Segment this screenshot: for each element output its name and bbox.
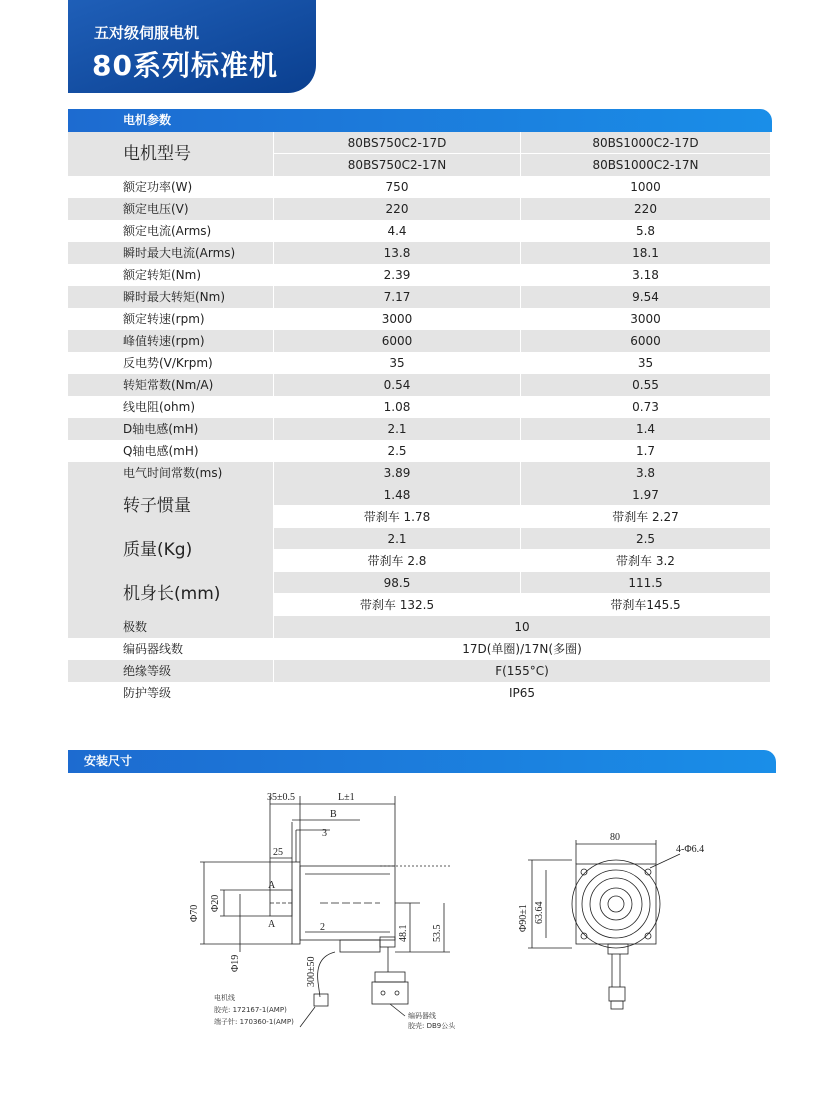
spec-row [68,220,770,242]
spec-row-model [68,132,770,176]
spec-rows-general [68,616,770,704]
encoder-label: 编码器线 [408,1012,436,1020]
spec-row [68,440,770,462]
spec-value: 18.1 [520,242,770,264]
spec-row [68,682,770,704]
spec-label: D轴电感(mH) [123,422,199,436]
dim-35: 35±0.5 [267,792,295,803]
spec-value: 1.4 [520,418,770,440]
spec-row [68,330,770,352]
spec-value: 9.54 [520,286,770,308]
spec-value: 3.8 [520,462,770,484]
dim-2: 2 [320,922,325,933]
spec-row [68,176,770,198]
spec-value: 带刹车 2.8 [274,550,520,572]
spec-row [68,638,770,660]
spec-row [68,462,770,484]
header-banner [68,0,316,93]
spec-value: 3.18 [520,264,770,286]
spec-label: 额定电流(Arms) [123,224,212,238]
cable-label: 电机线 [214,994,235,1002]
spec-label: 极数 [123,620,148,634]
spec-label: 电机型号 [68,132,273,176]
spec-value: 80BS750C2-17D [274,132,520,154]
spec-label: 额定功率(W) [123,180,193,194]
spec-value: 1000 [520,176,770,198]
spec-label: Q轴电感(mH) [123,444,199,458]
cable-housing: 胶壳: 172167-1(AMP) [214,1006,287,1014]
dim-l: L±1 [338,792,355,803]
spec-label: 峰值转速(rpm) [123,334,205,348]
section-bar-install: 安装尺寸 [68,750,776,773]
dim-a-top: A [268,880,276,891]
spec-label: 编码器线数 [123,642,184,656]
spec-row [68,418,770,440]
spec-label: 反电势(V/Krpm) [123,356,213,370]
spec-value: 1.48 [274,484,520,506]
spec-label: 防护等级 [123,686,172,700]
encoder-housing: 胶壳: DB9公头 [408,1022,456,1030]
spec-label: 瞬时最大电流(Arms) [123,246,236,260]
spec-value: 4.4 [273,220,520,242]
spec-value: 2.1 [273,418,520,440]
dim-53: 53.5 [432,924,443,942]
dim-63: 63.64 [534,901,545,924]
dim-25: 25 [273,847,283,858]
spec-row-inertia [68,484,770,528]
spec-value: 17D(单圈)/17N(多圈) [273,638,770,660]
spec-value: 6000 [520,330,770,352]
spec-label: 质量(Kg) [68,528,273,572]
dim-holes: 4-Φ6.4 [676,844,705,855]
dim-phi20: Φ20 [210,894,221,912]
section-bar-params: 电机参数 [68,109,772,132]
spec-label: 线电阻(ohm) [123,400,196,414]
spec-row [68,286,770,308]
spec-label: 额定转矩(Nm) [123,268,202,282]
spec-value: 13.8 [273,242,520,264]
spec-value: 带刹车 3.2 [521,550,770,572]
spec-label: 额定电压(V) [123,202,189,216]
dim-80: 80 [610,832,620,843]
spec-value: 220 [273,198,520,220]
spec-value: 3.89 [273,462,520,484]
cable-terminal: 端子针: 170360-1(AMP) [214,1018,294,1026]
spec-value: 35 [520,352,770,374]
spec-value: 80BS750C2-17N [274,154,520,176]
spec-value: 带刹车 132.5 [274,594,520,616]
spec-value: 带刹车 1.78 [274,506,520,528]
header-title: 80系列标准机 [92,49,278,82]
spec-label: 转矩常数(Nm/A) [123,378,214,392]
spec-value: 6000 [273,330,520,352]
spec-value: 3000 [520,308,770,330]
dim-b: B [330,809,337,820]
spec-row [68,396,770,418]
dim-phi90: Φ90±1 [518,904,529,932]
spec-label: 电气时间常数(ms) [123,466,223,480]
dim-phi70: Φ70 [189,904,200,922]
spec-label: 绝缘等级 [123,664,172,678]
spec-row [68,308,770,330]
dim-phi19: Φ19 [230,954,241,972]
installation-drawing [180,782,740,1042]
spec-label: 转子惯量 [68,484,273,528]
spec-value: 0.55 [520,374,770,396]
spec-value: 1.97 [521,484,770,506]
spec-label: 机身长(mm) [68,572,273,616]
spec-row-length [68,572,770,616]
spec-label: 瞬时最大转矩(Nm) [123,290,226,304]
spec-row [68,198,770,220]
spec-value: 带刹车145.5 [521,594,770,616]
spec-value: 0.54 [273,374,520,396]
spec-value: F(155°C) [273,660,770,682]
spec-value: 2.5 [521,528,770,550]
spec-value: 2.5 [273,440,520,462]
spec-value: 1.08 [273,396,520,418]
dim-300: 300±50 [306,956,317,987]
spec-value: 220 [520,198,770,220]
spec-value: 111.5 [521,572,770,594]
spec-value: 1.7 [520,440,770,462]
spec-value: 35 [273,352,520,374]
spec-value: 5.8 [520,220,770,242]
spec-value: 80BS1000C2-17N [521,154,770,176]
spec-row [68,352,770,374]
spec-table [68,132,770,704]
spec-row-mass [68,528,770,572]
spec-row [68,660,770,682]
spec-row [68,242,770,264]
dim-48: 48.1 [398,924,409,942]
spec-value: 750 [273,176,520,198]
spec-value: 7.17 [273,286,520,308]
spec-value: 80BS1000C2-17D [521,132,770,154]
spec-value: 10 [273,616,770,638]
header-subtitle: 五对级伺服电机 [94,24,200,42]
spec-value: 带刹车 2.27 [521,506,770,528]
spec-value: IP65 [273,682,770,704]
spec-value: 2.39 [273,264,520,286]
spec-value: 98.5 [274,572,520,594]
dim-a-bottom: A [268,919,276,930]
spec-row [68,616,770,638]
spec-rows-main [68,176,770,484]
spec-row [68,374,770,396]
spec-value: 0.73 [520,396,770,418]
spec-row [68,264,770,286]
dim-3: 3 [322,828,327,839]
spec-value: 3000 [273,308,520,330]
spec-label: 额定转速(rpm) [123,312,205,326]
spec-value: 2.1 [274,528,520,550]
